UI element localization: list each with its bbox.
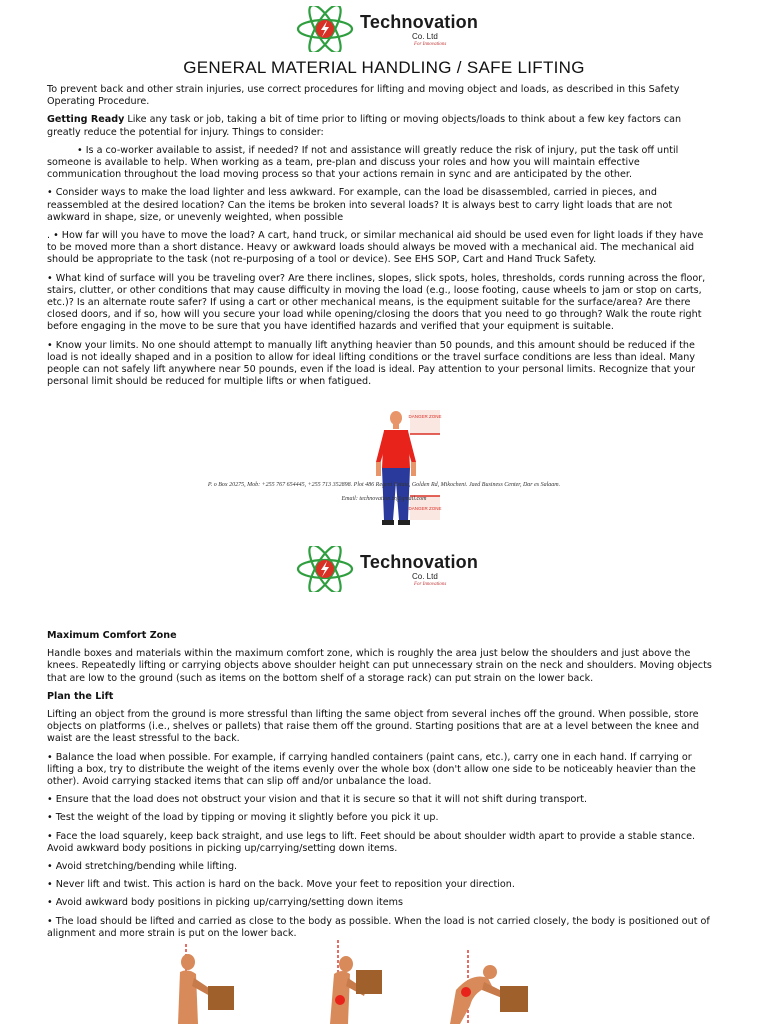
plan-lift-bullet: • Never lift and twist. This action is hard on the back. Move your feet to reposition your direction.: [47, 879, 515, 891]
section-comfort-zone: [47, 630, 713, 946]
comfort-zone-figure: [366, 406, 446, 530]
footer-address: P. o Box 20275, Mob: +255 767 654445, +255 713 352898. Plot 486 Regent Estate, Golden Rd, Mikocheni. Jaed Business Center, Dar es Salaam.: [207, 482, 561, 488]
page-title: GENERAL MATERIAL HANDLING / SAFE LIFTING: [183, 58, 585, 77]
consideration-item: • Consider ways to make the load lighter and less awkward. For example, can the load be disassembled, carried in pieces, and reassembled at the desired location? Can the items be broken into several loads? It is always best to carry light loads that are not awkward in shape, size, or unevenly weighted, when possible: [47, 187, 673, 223]
intro-paragraph: To prevent back and other strain injuries, use correct procedures for lifting and moving object and loads, as described in this Safety Operating Procedure.: [47, 84, 680, 108]
danger-zone-top-label: DANGER ZONE: [408, 414, 442, 419]
company-logo: [292, 546, 482, 592]
lifting-figure-upright: [168, 944, 248, 1024]
plan-lift-bullet: • The load should be lifted and carried as close to the body as possible. When the load is not carried closely, the body is positioned out of alignment and more strain is put on the lower back.: [47, 915, 710, 939]
lifting-figure-stooped: [448, 950, 538, 1024]
footer-email: Email: technovation.tz@gmail.com: [341, 496, 427, 502]
plan-lift-paragraph: Lifting an object from the ground is more stressful than lifting the same object from several inches off the ground. When possible, store objects on platforms (i.e., shelves or pallets) that raise them off the ground. Starting positions that are at a level between the knee and waist are the least stressful to the back.: [47, 709, 700, 745]
atom-logo-icon: [292, 6, 358, 52]
getting-ready-heading: Getting Ready: [47, 114, 125, 126]
consideration-item: • Is a co-worker available to assist, if needed? If not and assistance will greatly reduce the risk of injury, put the task off until someone is available to help. When working as a team, pre-plan and discuss your roles and how you will maintain effective communication throughout the load moving process so that your actions remain in sync and are anticipated by the other.: [47, 144, 679, 181]
consideration-item: • Know your limits. No one should attempt to manually lift anything heavier than 50 pounds, and this amount should be reduced if the load is not ideally shaped and in a position to allow for ideal lifting conditions or the travel surface conditions are less than ideal. Many people can not safely lift anywhere near 50 pounds, even if the load is ideal. Pay attention to your personal limits. Recognize that your personal limit should be reduced for multiple lifts or when fatigued.: [47, 339, 696, 388]
logo-name: Technovation: [360, 552, 479, 572]
plan-lift-bullet: • Avoid stretching/bending while lifting.: [47, 861, 238, 873]
plan-lift-bullet: • Face the load squarely, keep back straight, and use legs to lift. Feet should be about shoulder width apart to provide a stable stance. Avoid awkward body positions in picking up/carrying/setting down items.: [47, 830, 696, 854]
getting-ready-text: Like any task or job, taking a bit of time prior to lifting or moving objects/loads to think about a few key factors can greatly reduce the potential for injury. Things to consider:: [47, 114, 682, 138]
logo-tagline: For Innovations: [414, 582, 447, 587]
logo-name: Technovation: [360, 12, 479, 32]
getting-ready-paragraph: [47, 114, 713, 138]
plan-lift-bullet: • Avoid awkward body positions in picking up/carrying/setting down items: [47, 897, 404, 909]
atom-logo-icon: [292, 546, 358, 592]
consideration-item: . • How far will you have to move the load? A cart, hand truck, or similar mechanical aid should be used even for light loads if they have to be moved more than a short distance. Heavy or awkward loads should always be moved with a mechanical aid. The mechanical aid should be appropriate to the task (not re-purposing of a tool or device). See EHS SOP, Cart and Hand Truck Safety.: [47, 230, 704, 266]
company-logo: [292, 6, 482, 52]
logo-tagline: For Innovations: [414, 42, 447, 47]
plan-lift-heading: Plan the Lift: [47, 690, 114, 702]
logo-company: Co. Ltd: [412, 572, 438, 581]
comfort-zone-heading: Maximum Comfort Zone: [47, 630, 177, 641]
consideration-item: • What kind of surface will you be traveling over? Are there inclines, slopes, slick spots, holes, thresholds, cords running across the floor, stairs, clutter, or other conditions that may cause difficulty in moving the load (e.g., loose footing, cause wheels to jam or stop on carts, etc.)? Is an alternate route safer? If using a cart or other mechanical means, is the equipment suitable for the surface/area? Are there closed doors, and if so, how will you secure your load while opening/closing the doors that you need to go through? Walk the route right before engaging in the move to be sure that you have identified hazards and verified that your equipment is suitable.: [47, 272, 706, 333]
plan-lift-bullet: • Ensure that the load does not obstruct your vision and that it is secure so that it will not shift during transport.: [47, 794, 588, 806]
section-getting-ready: [47, 84, 713, 394]
danger-zone-bottom-label: DANGER ZONE: [408, 506, 442, 511]
plan-lift-bullet: • Balance the load when possible. For example, if carrying handled containers (paint cans, etc.), carry one in each hand. If carrying or lifting a box, try to distribute the weight of the items evenly over the whole box (don't allow one side to be noticeably heavier than the other). Avoid carrying stacked items that can slip off and/or unbalance the load.: [47, 751, 696, 788]
logo-company: Co. Ltd: [412, 32, 438, 41]
comfort-zone-paragraph: Handle boxes and materials within the maximum comfort zone, which is roughly the area just below the shoulders and just above the knees. Repeatedly lifting or carrying objects above shoulder height can put unnecessary strain on the neck and shoulders. Moving objects that are low to the ground (such as items on the bottom shelf of a storage rack) can put strain on the lower back.: [47, 648, 712, 684]
plan-lift-bullet: • Test the weight of the load by tipping or moving it slightly before you pick it up.: [47, 812, 439, 824]
lifting-figure-bent: [308, 940, 398, 1024]
